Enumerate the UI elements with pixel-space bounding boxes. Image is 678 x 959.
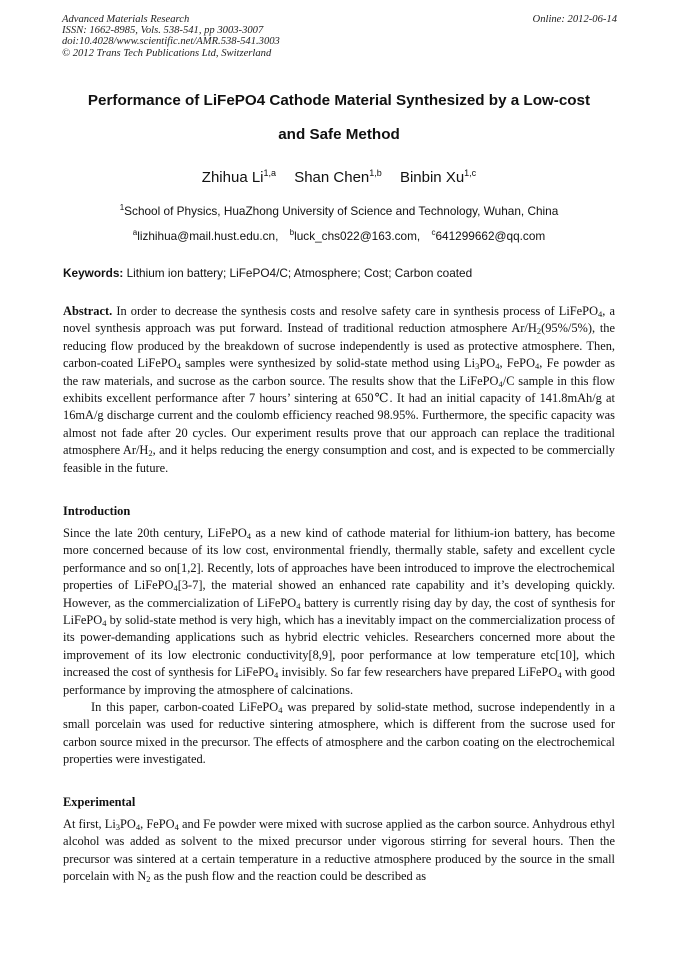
issn-line: ISSN: 1662-8985, Vols. 538-541, pp 3003-3007 — [62, 25, 264, 37]
keywords-label: Keywords: — [63, 266, 124, 280]
email-link[interactable]: $^a$lizhihua@mail.hust.edu.cn, — [132, 228, 279, 243]
paper-title-line-2: and Safe Method — [278, 126, 400, 143]
journal-name: Advanced Materials Research — [62, 14, 190, 25]
email-link[interactable]: $^c$641299662@qq.com — [431, 228, 546, 243]
introduction-heading: Introduction — [63, 504, 131, 518]
author-list — [40, 168, 638, 186]
paper-title-line-1: Performance of LiFePO4 Cathode Material Synthesized by a Low-cost — [87, 92, 591, 109]
keywords — [63, 266, 615, 280]
introduction-body — [63, 525, 615, 769]
experimental-paragraph: At first, $Li_3PO_4$, FePO$_4$ and Fe powder were mixed with sucrose applied as the carbon source. Anhydrous ethyl alcohol was added as solvent to the mixed precursor under vigorous stirring for several hours. Then the precursor was sintered at a certain temperature in a reductive atmosphere produced by the source in the small porcelain with $N_2$ as the push flow and the reaction could be described as — [63, 817, 615, 885]
introduction-paragraph: In this paper, carbon-coated LiFePO$_4$ was prepared by solid-state method, sucrose independently in a small porcelain was used for reductive sintering atmosphere, which is different from the sucrose used for carbon source mixed in the precursor. The effects of atmosphere and the carbon coating on the electrochemical properties were investigated. — [63, 700, 615, 767]
author: Shan Chen$^{1,b}$ — [294, 168, 382, 186]
keywords-text: Lithium ion battery; LiFePO4/C; Atmosphere; Cost; Carbon coated — [126, 266, 473, 280]
journal-header — [62, 14, 617, 59]
experimental-heading: Experimental — [63, 795, 136, 809]
doi-line[interactable]: doi:10.4028/www.scientific.net/AMR.538-541.3003 — [62, 36, 280, 48]
email-link[interactable]: $^b$luck_chs022@163.com, — [289, 228, 421, 243]
affiliation: $^1$School of Physics, HuaZhong University of Science and Technology, Wuhan, China — [119, 203, 559, 218]
abstract-paragraph: Abstract. In order to decrease the synthesis costs and resolve safety care in synthesis process of LiFePO$_4$, a novel synthesis approach was put forward. Instead of traditional reduction atmosphere $Ar/H_2(95\%/5\%)$, the reducing flow produced by the breakdown of sucrose independently is used as protective atmosphere. Then, carbon-coated LiFePO$_4$ samples were synthesized by solid-state method using $Li_3PO_4$, FePO$_4$, Fe powder as the raw materials, and sucrose as the carbon source. The results show that the LiFePO$_4$/C sample in this flow exhibits excellent performance after 7 hours’ sintering at 650℃. It had an initial capacity of 141.8mAh/g at 16mA/g discharge current and the coulomb efficiency reached 98.95%. Furthermore, the specific capacity was almost not fade after 20 cycles. Our experiment results prove that our approach can replace the traditional atmosphere $Ar/H_2$, and it helps reducing the energy consumption and cost, and is expected to be commercially feasible in the future. — [63, 304, 616, 475]
abstract-label: Abstract. — [63, 304, 113, 318]
author: Zhihua Li$^{1,a}$ — [201, 168, 277, 186]
abstract — [63, 303, 615, 477]
author: Binbin Xu$^{1,c}$ — [399, 168, 477, 186]
email-list — [40, 228, 638, 243]
experimental-body — [63, 816, 615, 886]
online-date: Online: 2012-06-14 — [532, 14, 617, 25]
introduction-paragraph: Since the late 20th century, LiFePO$_4$ as a new kind of cathode material for lithium-ion battery, has become more concerned because of its low cost, environmental friendly, thermally stable, safety and excellent cycle performance and so on[1,2]. Recently, lots of approaches have been introduced to improve the electrochemical properties of LiFePO$_4$[3-7], the material showed an enhanced rate capability and it’s developing quickly. However, as the commercialization of LiFePO$_4$ battery is currently rising day by day, the cost of synthesis for LiFePO$_4$ by solid-state method is very high, which has a inevitably impact on the commercialization process of its power-demanding applications such as hybrid electric vehicles. Researchers concerned more about the improvement of its low electronic conductivity[8,9], poor performance at low temperature etc[10], which increased the cost of synthesis for LiFePO$_4$ invisibly. So far few researchers have prepared LiFePO$_4$ with good performance by improving the atmosphere of calcinations. — [63, 526, 615, 697]
copyright-line: © 2012 Trans Tech Publications Ltd, Switzerland — [62, 47, 272, 59]
